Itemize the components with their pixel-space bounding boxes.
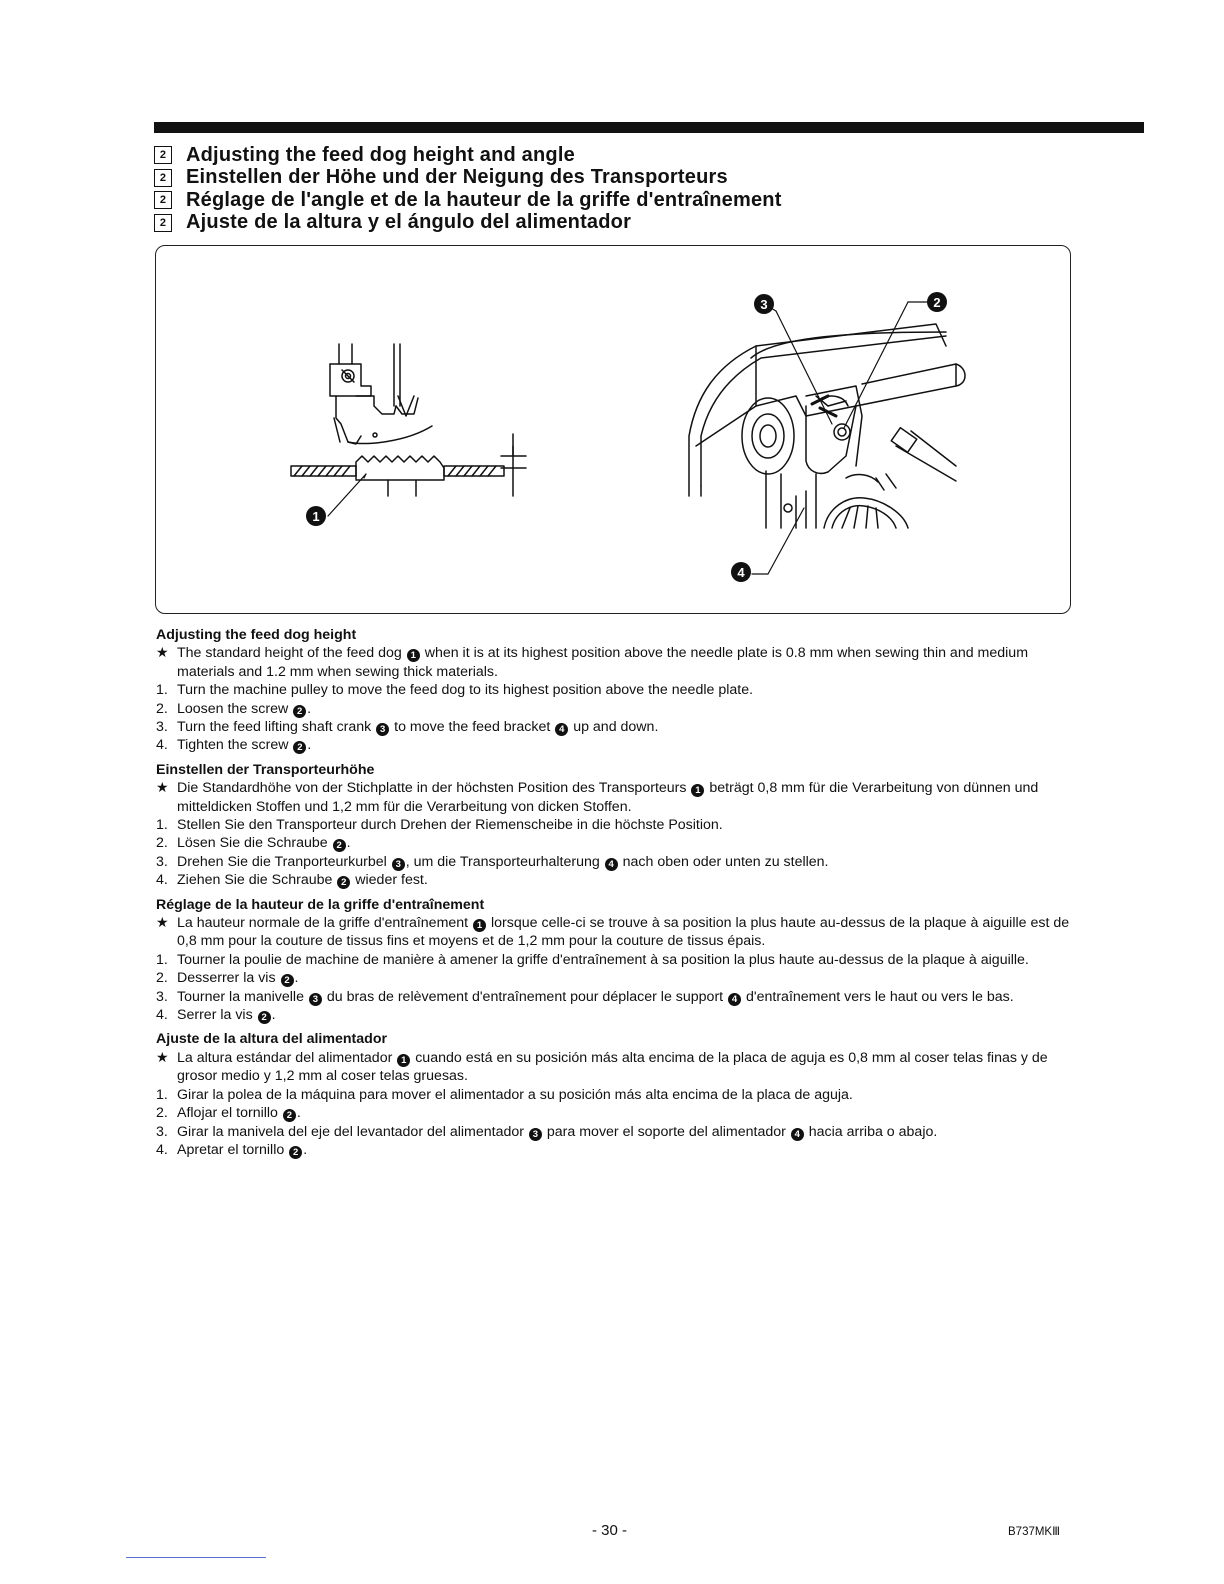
text-segment: Apretar el tornillo: [177, 1141, 289, 1158]
heading-text: Ajuste de la altura y el ángulo del alimentador: [186, 211, 632, 234]
heading-de: [154, 167, 1134, 190]
note-item: [156, 779, 1076, 816]
text-segment: Aflojar el tornillo: [177, 1105, 282, 1122]
part-number-badge: 4: [791, 1128, 804, 1141]
text-segment: .: [307, 700, 312, 717]
item-marker: 2.: [156, 1105, 168, 1122]
note-item: [156, 1049, 1076, 1086]
item-marker: 3.: [156, 853, 168, 870]
text-segment: Drehen Sie die Tranporteurkurbel: [177, 853, 391, 870]
text-segment: Girar la manivela del eje del levantador del alimentador: [177, 1123, 528, 1140]
text-segment: Tighten the screw: [177, 737, 293, 754]
part-number-badge: 1: [407, 649, 420, 662]
step-item: [156, 681, 1076, 699]
part-number-badge: 3: [309, 993, 322, 1006]
part-number-badge: 4: [728, 993, 741, 1006]
part-number-badge: 1: [473, 919, 486, 932]
item-text: [177, 1123, 1076, 1141]
note-item: [156, 914, 1076, 951]
leader-line-1: [328, 474, 366, 516]
text-segment: up and down.: [569, 719, 659, 736]
callout-3-label: 3: [760, 297, 768, 312]
section-title: Einstellen der Transporteurhöhe: [156, 761, 375, 778]
text-segment: .: [303, 1141, 308, 1158]
text-segment: cuando está en su posición más alta encima de la placa de aguja es 0,8 mm al coser telas finas y de grosor medio y 1,2 mm al coser telas gruesas.: [177, 1049, 1048, 1085]
step-item: [156, 1086, 1076, 1104]
item-marker: 1.: [156, 817, 168, 834]
text-segment: .: [296, 1105, 301, 1122]
model-code: B737MKⅢ: [1008, 1526, 1061, 1538]
bottom-rule: [126, 1557, 266, 1558]
item-text: [177, 816, 1076, 834]
text-segment: Turn the feed lifting shaft crank: [177, 719, 376, 736]
text-segment: wieder fest.: [351, 872, 428, 889]
step-item: [156, 951, 1076, 969]
step-item: [156, 700, 1076, 718]
text-segment: Desserrer la vis: [177, 970, 280, 987]
text-segment: The standard height of the feed dog: [177, 645, 406, 662]
item-text: [177, 1006, 1076, 1024]
section-title: Réglage de la hauteur de la griffe d'entraînement: [156, 896, 485, 913]
text-segment: La hauteur normale de la griffe d'entraînement: [177, 915, 473, 932]
text-segment: Ziehen Sie die Schraube: [177, 872, 337, 889]
part-number-badge: 2: [289, 1146, 302, 1159]
instructions-text: [156, 626, 1076, 1165]
heading-en: [154, 144, 1134, 167]
part-number-badge: 3: [392, 858, 405, 871]
text-segment: lorsque celle-ci se trouve à sa position la plus haute au-dessus de la plaque à aiguille est de 0,8 mm pour la couture de tissus fins et moyens et de 1,2 mm pour la couture de tissus épais.: [177, 915, 1070, 950]
item-marker: 1.: [156, 682, 168, 699]
section-headings: [154, 144, 1134, 234]
callout-1-label: 1: [312, 509, 320, 524]
item-text: [177, 834, 1076, 852]
item-text: [177, 969, 1076, 987]
item-text: [177, 700, 1076, 718]
item-text: [177, 681, 1076, 699]
item-marker: ★: [156, 915, 169, 932]
step-item: [156, 969, 1076, 987]
text-segment: Tourner la manivelle: [177, 988, 308, 1005]
text-segment: Die Standardhöhe von der Stichplatte in der höchsten Position des Transporteurs: [177, 780, 691, 797]
step-item: [156, 1006, 1076, 1024]
part-number-badge: 2: [281, 974, 294, 987]
item-text: [177, 1141, 1076, 1159]
item-marker: 3.: [156, 988, 168, 1005]
illustration-panel: [155, 245, 1071, 614]
callout-3: [754, 294, 774, 314]
text-segment: , um die Transporteurhalterung: [405, 853, 604, 870]
text-segment: beträgt 0,8 mm für die Verarbeitung von dünnen und mitteldicken Stoffen und 1,2 mm für die Verarbeitung von dicken Stoffen.: [177, 780, 1039, 815]
heading-number-box: 2: [154, 214, 172, 232]
step-item: [156, 834, 1076, 852]
step-item: [156, 718, 1076, 736]
item-text: [177, 779, 1076, 816]
presser-foot-drawing: [330, 344, 432, 444]
text-segment: .: [271, 1007, 276, 1024]
item-marker: 3.: [156, 719, 168, 736]
item-marker: ★: [156, 1049, 169, 1066]
part-number-badge: 2: [283, 1109, 296, 1122]
item-text: [177, 736, 1076, 754]
instruction-section: [156, 626, 1076, 755]
text-segment: Serrer la vis: [177, 1007, 257, 1024]
step-item: [156, 871, 1076, 889]
item-marker: 4.: [156, 737, 168, 754]
item-marker: 2.: [156, 835, 168, 852]
text-segment: when it is at its highest position above the needle plate is 0.8 mm when sewing thin and medium materials and 1.2 mm when sewing thick materials.: [177, 645, 1029, 680]
item-marker: 4.: [156, 1007, 168, 1024]
heading-text: Réglage de l'angle et de la hauteur de la griffe d'entraînement: [186, 188, 782, 211]
step-item: [156, 736, 1076, 754]
callout-2: [927, 292, 947, 312]
text-segment: .: [346, 835, 351, 852]
item-marker: 2.: [156, 970, 168, 987]
heading-text: Adjusting the feed dog height and angle: [186, 143, 575, 166]
item-text: [177, 1104, 1076, 1122]
page-number: - 30 -: [592, 1522, 628, 1539]
text-segment: Tourner la poulie de machine de manière à amener la griffe d'entraînement à sa position la plus haute au-dessus de la plaque à aiguille.: [177, 951, 1029, 968]
section-title: Ajuste de la altura del alimentador: [156, 1031, 388, 1048]
text-segment: Girar la polea de la máquina para mover el alimentador a su posición más alta encima de la placa de aguja.: [177, 1086, 853, 1103]
item-text: [177, 1086, 1076, 1104]
item-marker: 1.: [156, 1086, 168, 1103]
heading-number-box: 2: [154, 169, 172, 187]
part-number-badge: 2: [293, 705, 306, 718]
heading-number-box: 2: [154, 191, 172, 209]
instruction-section: [156, 1030, 1076, 1159]
part-number-badge: 2: [293, 741, 306, 754]
part-number-badge: 1: [691, 784, 704, 797]
instruction-section: [156, 761, 1076, 890]
step-item: [156, 816, 1076, 834]
heading-number-box: 2: [154, 146, 172, 164]
text-segment: to move the feed bracket: [390, 719, 555, 736]
part-number-badge: 1: [397, 1054, 410, 1067]
part-number-badge: 2: [337, 876, 350, 889]
part-number-badge: 2: [258, 1011, 271, 1024]
item-text: [177, 914, 1076, 951]
text-segment: Lösen Sie die Schraube: [177, 835, 332, 852]
text-segment: du bras de relèvement d'entraînement pour déplacer le support: [322, 988, 728, 1005]
item-marker: 1.: [156, 951, 168, 968]
text-segment: .: [307, 737, 312, 754]
section-title: Adjusting the feed dog height: [156, 627, 357, 643]
part-number-badge: 3: [376, 723, 389, 736]
item-text: [177, 718, 1076, 736]
callout-2-label: 2: [933, 295, 941, 310]
step-item: [156, 988, 1076, 1006]
callout-4-label: 4: [737, 565, 745, 580]
text-segment: Turn the machine pulley to move the feed dog to its highest position above the needle plate.: [177, 682, 754, 699]
heading-es: [154, 212, 1134, 235]
instruction-section: [156, 896, 1076, 1025]
note-item: [156, 644, 1076, 681]
step-item: [156, 1141, 1076, 1159]
item-marker: 3.: [156, 1123, 168, 1140]
text-segment: Loosen the screw: [177, 700, 293, 717]
step-item: [156, 1123, 1076, 1141]
text-segment: d'entraînement vers le haut ou vers le bas.: [742, 988, 1014, 1005]
item-text: [177, 871, 1076, 889]
item-text: [177, 988, 1076, 1006]
feed-mechanism-drawing: [689, 324, 965, 528]
callout-1: [306, 506, 326, 526]
item-marker: 4.: [156, 1141, 168, 1158]
item-text: [177, 1049, 1076, 1086]
text-segment: para mover el soporte del alimentador: [542, 1123, 790, 1140]
part-number-badge: 4: [605, 858, 618, 871]
step-item: [156, 1104, 1076, 1122]
item-marker: 2.: [156, 700, 168, 717]
part-number-badge: 2: [333, 839, 346, 852]
text-segment: Stellen Sie den Transporteur durch Drehen der Riemenscheibe in die höchste Position.: [177, 817, 723, 834]
step-item: [156, 853, 1076, 871]
needle-plate-drawing: [291, 434, 526, 496]
text-segment: nach oben oder unten zu stellen.: [618, 853, 829, 870]
feed-dog-illustration: [156, 246, 1072, 615]
item-text: [177, 644, 1076, 681]
item-marker: ★: [156, 780, 169, 797]
part-number-badge: 3: [529, 1128, 542, 1141]
item-marker: 4.: [156, 872, 168, 889]
text-segment: .: [294, 970, 299, 987]
item-text: [177, 853, 1076, 871]
item-text: [177, 951, 1076, 969]
text-segment: La altura estándar del alimentador: [177, 1049, 397, 1066]
heading-fr: [154, 189, 1134, 212]
item-marker: ★: [156, 645, 169, 662]
text-segment: hacia arriba o abajo.: [804, 1123, 938, 1140]
part-number-badge: 4: [555, 723, 568, 736]
callout-4: [731, 562, 751, 582]
heading-text: Einstellen der Höhe und der Neigung des Transporteurs: [186, 166, 728, 189]
top-rule: [154, 122, 1144, 133]
